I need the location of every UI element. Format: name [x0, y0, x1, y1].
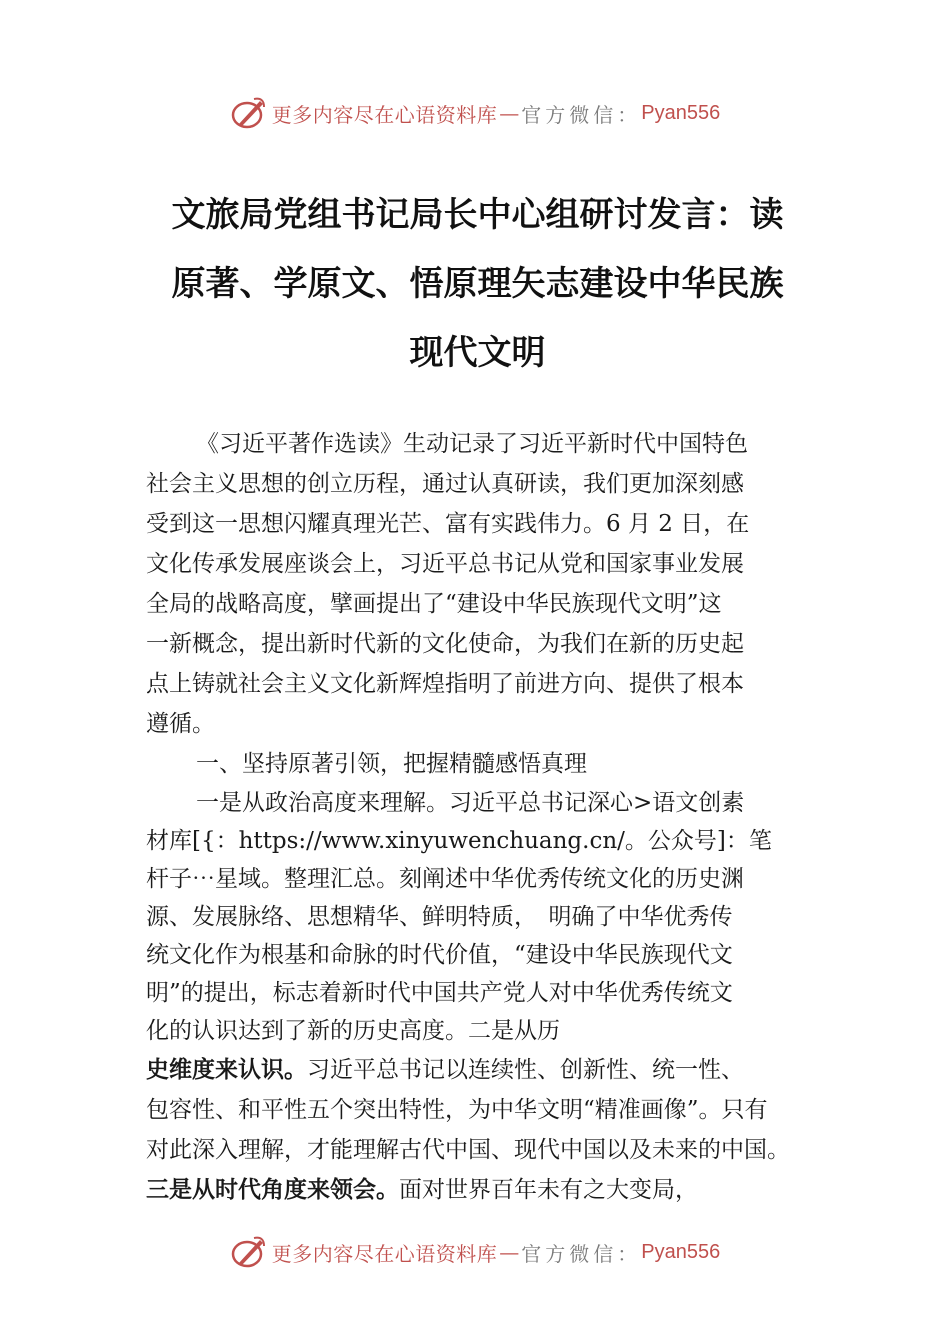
text-line: 遵循。 [146, 711, 215, 737]
banner-main-text: 更多内容尽在心语资料库 [271, 1241, 498, 1266]
document-title [145, 181, 810, 388]
banner-wechat-id: Pyan556 [641, 1240, 721, 1263]
banner-wechat-label: 官方微信： [521, 102, 642, 127]
document-body [146, 424, 836, 1210]
text-line: 源、发展脉络、思想精华、鲜明特质， 明确了中华优秀传 [146, 904, 733, 930]
text-line: 受到这一思想闪耀真理光芒、富有实践伟力。6 月 2 日，在 [146, 511, 750, 537]
banner-dash: — [499, 1240, 520, 1264]
title-line: 原著、学原文、悟原理矢志建设中华民族 [171, 264, 784, 304]
text-line: 统文化作为根基和命脉的时代价值，“建设中华民族现代文 [146, 942, 733, 968]
title-line: 现代文明 [409, 333, 546, 373]
text-line: 一新概念，提出新时代新的文化使命，为我们在新的历史起 [146, 631, 744, 657]
header-banner [0, 93, 950, 133]
quill-logo-icon [230, 1234, 268, 1270]
text-run: 面对世界百年未有之大变局， [399, 1177, 698, 1203]
paragraph-point-three [146, 1170, 836, 1210]
text-line: 杆子⋯星域。整理汇总。刻阐述中华优秀传统文化的历史渊 [146, 866, 744, 892]
text-line [146, 1050, 836, 1090]
section-heading: 一、坚持原著引领，把握精髓感悟真理 [196, 751, 587, 777]
banner-main-text: 更多内容尽在心语资料库 [271, 102, 498, 127]
title-line: 文旅局党组书记局长中心组研讨发言：读 [171, 195, 784, 235]
text-run: 习近平总书记以连续性、创新性、统一性、 [307, 1057, 744, 1083]
banner-wechat-id: Pyan556 [641, 101, 721, 124]
text-line: 一是从政治高度来理解。习近平总书记深心>语文创素 [196, 790, 745, 816]
paragraph-point-two [146, 1050, 836, 1170]
banner-dash: — [499, 101, 520, 125]
bold-lead: 三是从时代角度来领会。 [146, 1177, 399, 1203]
text-line: 全局的战略高度，擘画提出了“建设中华民族现代文明”这 [146, 591, 722, 617]
text-line: 明”的提出，标志着新时代中国共产党人对中华优秀传统文 [146, 980, 733, 1006]
paragraph-point-one [146, 784, 836, 1050]
text-line: 材库[{：https://www.xinyuwenchuang.cn/。公众号]：笔 [146, 828, 772, 854]
quill-logo-icon [230, 95, 268, 131]
text-line: 《习近平著作选读》生动记录了习近平新时代中国特色 [196, 431, 748, 457]
text-line: 化的认识达到了新的历史高度。二是从历 [146, 1018, 560, 1044]
banner-wechat-label: 官方微信： [521, 1241, 642, 1266]
text-line: 对此深入理解，才能理解古代中国、现代中国以及未来的中国。 [146, 1137, 790, 1163]
text-line: 社会主义思想的创立历程，通过认真研读，我们更加深刻感 [146, 471, 744, 497]
text-line: 文化传承发展座谈会上，习近平总书记从党和国家事业发展 [146, 551, 744, 577]
text-line: 包容性、和平性五个突出特性，为中华文明“精准画像”。只有 [146, 1097, 768, 1123]
paragraph-intro [146, 424, 836, 744]
text-line: 点上铸就社会主义文化新辉煌指明了前进方向、提供了根本 [146, 671, 744, 697]
footer-banner [0, 1232, 950, 1272]
bold-lead: 史维度来认识。 [146, 1057, 307, 1083]
